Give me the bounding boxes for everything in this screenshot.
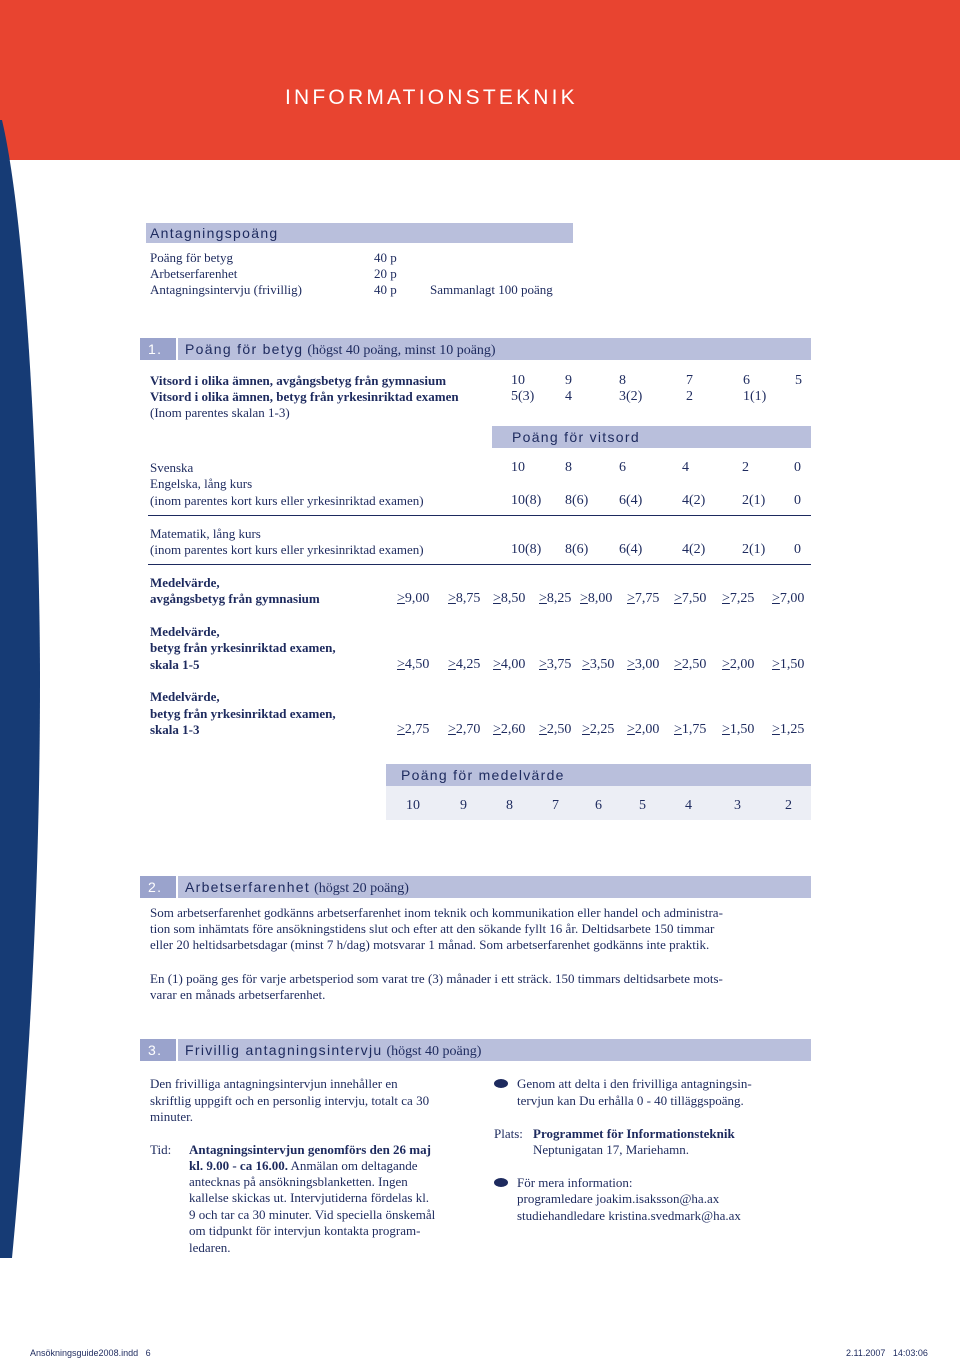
tid-rest-2: Anmälan om deltagande [290,1158,418,1173]
medel3-value-text: 1,25 [779,722,805,737]
medel2-value: >4,25 [448,657,481,672]
engelska-value: 8(6) [565,493,589,508]
medel3-value-text: 2,25 [589,722,615,737]
medel2-value: >2,00 [722,657,755,672]
medel1-value-text: 9,00 [404,591,430,606]
medel2-value: >3,00 [627,657,660,672]
tid-label: Tid: [150,1142,172,1157]
bullet-icon [494,1178,508,1187]
section2-para2-line1: En (1) poäng ges för varje arbetsperiod som varat tre (3) månader i ett sträck. 150 timmars deltidsarbete mots- [150,971,723,986]
svenska-value: 0 [794,460,801,475]
section2-para1-line1: Som arbetserfarenhet godkänns arbetserfarenhet inom teknik och kommunikation eller handel och administra- [150,905,723,920]
section2-subtitle: (högst 20 poäng) [314,881,409,896]
vitsord-gym-value: 10 [511,373,525,388]
matematik-label: Matematik, lång kurs [150,526,261,541]
matematik-value: 6(4) [619,542,643,557]
engelska-value: 4(2) [682,493,706,508]
svenska-value: 10 [511,460,525,475]
antagning-total: Sammanlagt 100 poäng [430,282,553,297]
section3-subtitle: (högst 40 poäng) [386,1044,482,1059]
medel1-value-text: 8,75 [455,591,481,606]
engelska-note: (inom parentes kort kurs eller yrkesinriktad examen) [150,493,424,508]
section2-para2-line2: varar en månads arbetserfarenhet. [150,987,326,1002]
medel3-value-text: 2,50 [546,722,572,737]
medel-point: 6 [595,798,602,813]
medel2-label-2: betyg från yrkesinriktad examen, [150,640,336,655]
medel3-value-text: 2,60 [500,722,526,737]
medel-header: Poäng för medelvärde [401,767,565,783]
medel1-value-text: 8,50 [500,591,526,606]
medel1-value: >7,00 [772,591,805,606]
plats-bold: Programmet för Informationsteknik [533,1126,735,1141]
section2-para1-line3: eller 20 heltidsarbetsdagar (minst 7 h/dag) motsvarar 1 månad. Som arbetserfarenhet godkänns inte praktik. [150,937,710,952]
medel2-value-text: 1,50 [779,657,805,672]
section3-title: Frivillig antagningsintervju [185,1042,383,1058]
medel3-value: >2,60 [493,722,526,737]
medel1-value: >9,00 [397,591,430,606]
section3-left-line2: skriftlig uppgift och en personlig intervju, totalt ca 30 [150,1093,430,1108]
engelska-value: 10(8) [511,493,542,508]
medel3-value-text: 2,00 [634,722,660,737]
right-bullet1-line2: tervjun kan Du erhålla 0 - 40 tilläggspoäng. [517,1093,744,1108]
vitsord-gym-value: 9 [565,373,572,388]
section3-heading [185,1042,481,1060]
medel3-value: >2,00 [627,722,660,737]
medel1-value-text: 8,25 [546,591,572,606]
tid-line: kallelse skickas ut. Intervjutiderna fördelas kl. [189,1190,430,1205]
antagning-row-1-points: 40 p [374,250,397,265]
medel3-label-2: betyg från yrkesinriktad examen, [150,706,336,721]
medel1-value: >8,25 [539,591,572,606]
engelska-value: 0 [794,493,801,508]
matematik-note: (inom parentes kort kurs eller yrkesinriktad examen) [150,542,424,557]
section1-title: Poäng för betyg [185,341,304,357]
divider [148,515,811,516]
vitsord-gymnasium-label: Vitsord i olika ämnen, avgångsbetyg från gymnasium [150,373,447,388]
medel2-value-text: 3,50 [589,657,615,672]
medel-point: 8 [506,798,513,813]
medel1-value-text: 7,00 [779,591,805,606]
vitsord-gym-value: 5 [795,373,802,388]
medel2-value: >3,50 [582,657,615,672]
engelska-value: 2(1) [742,493,766,508]
medel2-value-text: 2,00 [729,657,755,672]
medel1-label-2: avgångsbetyg från gymnasium [150,591,320,606]
medel2-value-text: 3,00 [634,657,660,672]
medel1-value: >7,25 [722,591,755,606]
antagning-row-1-label: Poäng för betyg [150,250,234,265]
antagning-row-3-points: 40 p [374,282,397,297]
medel2-value: >1,50 [772,657,805,672]
tid-line: 9 och tar ca 30 minuter. Vid speciella önskemål [189,1207,436,1222]
medel3-value: >2,50 [539,722,572,737]
footer-timestamp: 2.11.2007 14:03:06 [846,1348,928,1358]
vitsord-yrke-value: 3(2) [619,389,643,404]
medel3-value-text: 1,75 [681,722,707,737]
medel3-value: >2,75 [397,722,430,737]
medel1-value: >7,50 [674,591,707,606]
section3-left-line1: Den frivilliga antagningsintervjun innehåller en [150,1076,398,1091]
plats-address: Neptunigatan 17, Mariehamn. [533,1142,689,1157]
contact-email-1[interactable]: programledare joakim.isaksson@ha.ax [517,1191,720,1206]
tid-bold-2: kl. 9.00 - ca 16.00. [189,1158,288,1173]
medel-point: 3 [734,798,741,813]
section1-subtitle: (högst 40 poäng, minst 10 poäng) [307,343,496,358]
section2-number: 2. [148,879,163,895]
tid-line: antecknas på ansökningsblanketten. Ingen [189,1174,408,1189]
medel2-label-1: Medelvärde, [150,624,220,639]
medel1-label-1: Medelvärde, [150,575,220,590]
vitsord-gym-value: 8 [619,373,626,388]
vitsord-gym-value: 6 [743,373,750,388]
tid-line: om tidpunkt för intervjun kontakta program- [189,1223,421,1238]
matematik-value: 10(8) [511,542,542,557]
medel3-value: >2,25 [582,722,615,737]
medel-point: 10 [406,798,420,813]
medel-point: 7 [552,798,559,813]
medel-point: 9 [460,798,467,813]
medel2-value-text: 4,00 [500,657,526,672]
medel2-value: >4,00 [493,657,526,672]
footer-filename: Ansökningsguide2008.indd 6 [30,1348,151,1358]
medel3-label-1: Medelvärde, [150,689,220,704]
tid-bold-1: Antagningsintervjun genomförs den 26 maj [189,1142,431,1157]
svenska-value: 4 [682,460,689,475]
scale-note: (Inom parentes skalan 1-3) [150,405,290,420]
svenska-value: 6 [619,460,626,475]
section3-left-line3: minuter. [150,1109,193,1124]
section2-para1-line2: tion som inhämtats före ansökningstidens slut och efter att den sökande fyllt 16 år. Deltidsarbete 150 timmar [150,921,715,936]
vitsord-yrke-label: Vitsord i olika ämnen, betyg från yrkesinriktad examen [150,389,459,404]
svenska-value: 8 [565,460,572,475]
right-bullet2-line1: För mera information: [517,1175,633,1190]
plats-label: Plats: [494,1126,523,1141]
medel1-value: >8,50 [493,591,526,606]
medel1-value: >8,00 [580,591,613,606]
antagning-row-2-label: Arbetserfarenhet [150,266,238,281]
medel3-value: >1,50 [722,722,755,737]
medel2-value: >2,50 [674,657,707,672]
antagning-row-3-label: Antagningsintervju (frivillig) [150,282,303,297]
medel3-value-text: 2,70 [455,722,481,737]
vitsord-yrke-value: 4 [565,389,572,404]
matematik-value: 4(2) [682,542,706,557]
vitsord-gym-value: 7 [686,373,693,388]
medel3-value-text: 1,50 [729,722,755,737]
vitsord-header: Poäng för vitsord [512,429,640,445]
antagning-title: Antagningspoäng [150,225,279,241]
medel3-label-3: skala 1-3 [150,722,200,737]
matematik-value: 0 [794,542,801,557]
tid-line: ledaren. [189,1240,231,1255]
bullet-icon [494,1079,508,1088]
matematik-value: 2(1) [742,542,766,557]
medel3-value: >1,75 [674,722,707,737]
side-page-number: 6 [40,670,54,697]
medel3-value: >1,25 [772,722,805,737]
section1-number: 1. [148,341,163,357]
right-bullet1-line1: Genom att delta i den frivilliga antagningsin- [517,1076,752,1091]
section2-heading [185,879,409,897]
engelska-value: 6(4) [619,493,643,508]
vitsord-yrke-value: 2 [686,389,693,404]
medel2-label-3: skala 1-5 [150,657,200,672]
header-band [0,0,960,160]
medel2-value-text: 4,25 [455,657,481,672]
medel3-value-text: 2,75 [404,722,430,737]
medel3-value: >2,70 [448,722,481,737]
medel1-value-text: 7,50 [681,591,707,606]
divider [148,564,811,565]
vitsord-yrke-value: 5(3) [511,389,535,404]
medel1-value: >7,75 [627,591,660,606]
vitsord-yrke-value: 1(1) [743,389,767,404]
svenska-value: 2 [742,460,749,475]
medel1-value-text: 7,75 [634,591,660,606]
medel2-value-text: 3,75 [546,657,572,672]
tid-line-2 [189,1158,418,1174]
medel-point: 5 [639,798,646,813]
medel-point: 2 [785,798,792,813]
engelska-label: Engelska, lång kurs [150,476,253,491]
medel2-value: >3,75 [539,657,572,672]
contact-email-2[interactable]: studiehandledare kristina.svedmark@ha.ax [517,1208,741,1223]
page-header-title: INFORMATIONSTEKNIK [285,86,578,109]
section1-heading [185,341,496,359]
medel2-value-text: 4,50 [404,657,430,672]
section2-title: Arbetserfarenhet [185,879,311,895]
medel1-value-text: 8,00 [587,591,613,606]
medel2-value: >4,50 [397,657,430,672]
medel1-value: >8,75 [448,591,481,606]
matematik-value: 8(6) [565,542,589,557]
antagning-row-2-points: 20 p [374,266,397,281]
medel1-value-text: 7,25 [729,591,755,606]
section3-number: 3. [148,1042,163,1058]
medel-point: 4 [685,798,692,813]
medel2-value-text: 2,50 [681,657,707,672]
svenska-label: Svenska [150,460,194,475]
